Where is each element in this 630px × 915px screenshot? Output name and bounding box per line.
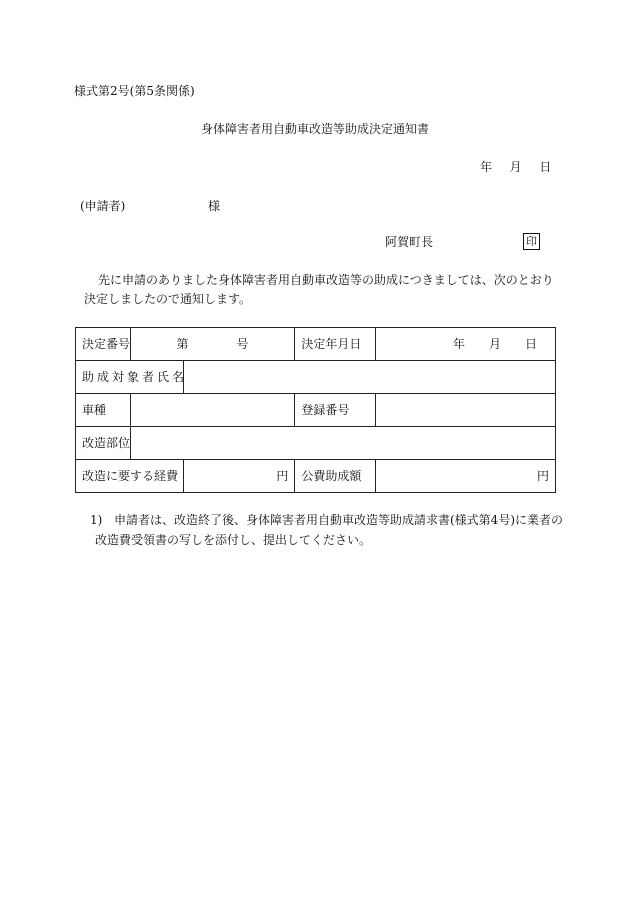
decision-number-field[interactable]: 第 号 [130,328,295,361]
decision-date-field[interactable]: 年 月 日 [375,328,555,361]
applicant-honorific: 様 [208,199,221,213]
body-text-line-2: 決定しましたので通知します。 [84,292,252,306]
note-line-1 [90,514,563,526]
decision-number-label: 決定番号 [76,328,131,361]
form-number: 様式第2号(第5条関係) [74,84,195,98]
note-number: 1) [90,513,103,527]
date-day: 日 [539,160,552,174]
modification-cost-field[interactable]: 円 [184,460,295,493]
vehicle-type-label: 車種 [76,394,131,427]
vehicle-type-field[interactable] [130,394,295,427]
recipient-name-field[interactable] [184,361,556,394]
sender-name: 阿賀町長 [385,235,434,249]
body-text-line-1: 先に申請のありました身体障害者用自動車改造等の助成につきましては、次のとおり [98,273,554,287]
issue-date [480,161,551,173]
table-row [76,361,556,394]
decision-date-label: 決定年月日 [295,328,375,361]
note-line-2: 改造費受領書の写しを添付し、提出してください。 [95,533,372,547]
registration-number-label: 登録番号 [295,394,375,427]
public-subsidy-label: 公費助成額 [295,460,375,493]
document-title: 身体障害者用自動車改造等助成決定通知書 [200,122,429,136]
date-month: 月 [509,160,522,174]
table-row [76,328,556,361]
public-subsidy-field[interactable]: 円 [375,460,555,493]
modification-part-label: 改造部位 [76,427,131,460]
date-year: 年 [480,160,493,174]
recipient-name-label: 助成対象者氏名 [76,361,184,394]
decision-table [75,327,556,493]
table-row [76,460,556,493]
applicant-label: (申請者) [80,199,126,213]
modification-part-field[interactable] [130,427,555,460]
seal-stamp: 印 [523,233,540,250]
table-row [76,394,556,427]
table-row [76,427,556,460]
registration-number-field[interactable] [375,394,555,427]
modification-cost-label: 改造に要する経費 [76,460,184,493]
note-text-1: 申請者は、改造終了後、身体障害者用自動車改造等助成請求書(様式第4号)に業者の [114,513,564,527]
